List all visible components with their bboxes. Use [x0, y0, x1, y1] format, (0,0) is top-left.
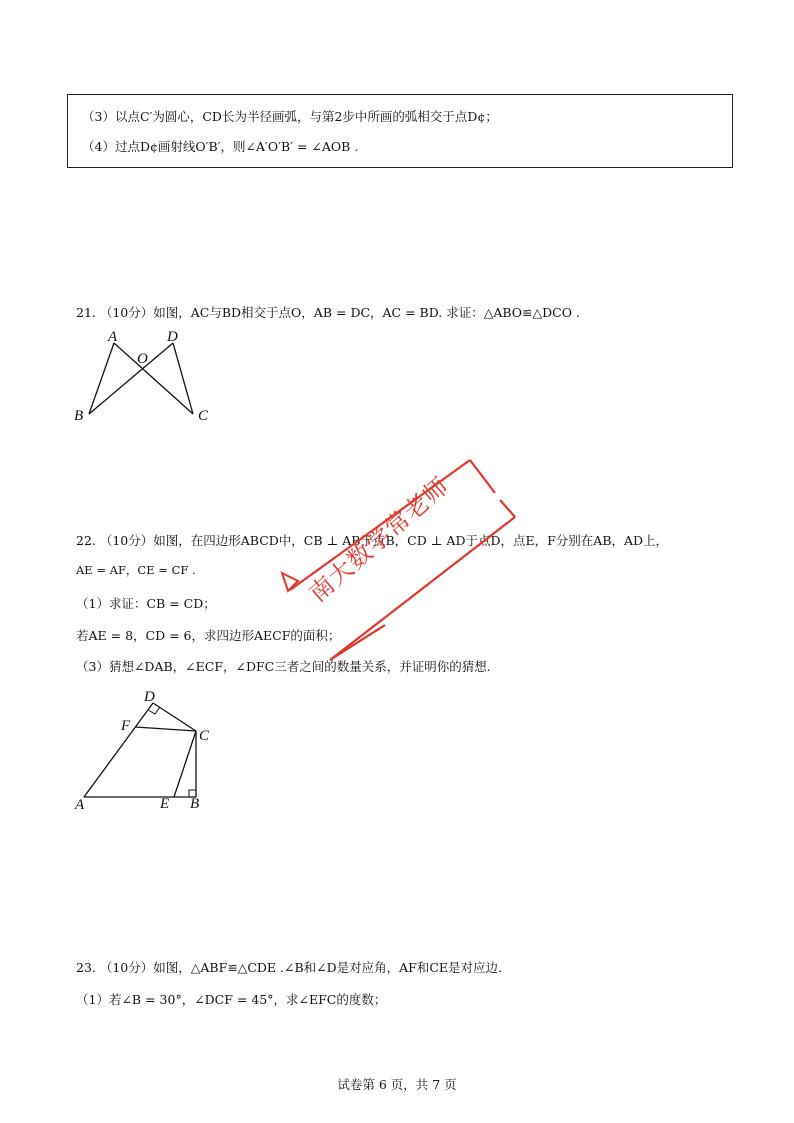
watermark-text: 南大数学常老师 — [303, 471, 455, 608]
q21-label-B: B — [74, 408, 84, 424]
q22-label-D: D — [144, 689, 155, 705]
q21-label-C: C — [198, 408, 209, 424]
q22-label-C: C — [199, 728, 210, 744]
q21-segment-DC — [173, 343, 193, 414]
q23-stem: 23. （10分）如图，△ABF≌△CDE .∠B和∠D是对应角，AF和CE是对应边. — [76, 960, 503, 975]
q22-segment-FC — [135, 727, 196, 731]
q21-stem: 21. （10分）如图，AC与BD相交于点O，AB = DC，AC = BD. 求证：△ABO≌△DCO . — [76, 305, 580, 320]
q22-stem-line2: AE = AF，CE = CF . — [76, 563, 196, 577]
q21-segment-AC — [114, 343, 193, 414]
watermark-triangle-icon — [282, 573, 298, 591]
q21-label-D: D — [167, 329, 178, 345]
step-3-text: （3）以点C′为圆心，CD长为半径画弧，与第2步中所画的弧相交于点D¢； — [82, 109, 498, 124]
q22-label-F: F — [121, 718, 131, 734]
q22-figure — [70, 685, 230, 815]
q22-label-A: A — [75, 797, 85, 813]
q22-label-B: B — [190, 796, 200, 812]
q22-part3: （3）猜想∠DAB，∠ECF，∠DFC三者之间的数量关系，并证明你的猜想. — [76, 659, 491, 674]
q22-part1: （1）求证：CB = CD； — [76, 596, 216, 611]
construction-steps-box — [67, 94, 733, 168]
q22-stem-line1: 22. （10分）如图，在四边形ABCD中，CB ⊥ AB于点B，CD ⊥ AD于点D，点E，F分别在AB，AD上， — [76, 533, 669, 548]
q22-segment-EC — [174, 731, 196, 797]
step-4-text: （4）过点D¢画射线O′B′，则∠A′O′B′ = ∠AOB . — [82, 139, 359, 154]
q22-segment-AD — [84, 703, 153, 797]
page-footer: 试卷第 6 页，共 7 页 — [337, 1077, 457, 1092]
q21-figure — [70, 328, 220, 428]
q21-label-A: A — [108, 329, 118, 345]
q23-part1: （1）若∠B = 30°，∠DCF = 45°，求∠EFC的度数； — [76, 992, 387, 1007]
q22-label-E: E — [160, 796, 170, 812]
q22-part2: 若AE = 8，CD = 6，求四边形AECF的面积； — [76, 628, 341, 643]
q21-label-O: O — [137, 351, 148, 367]
